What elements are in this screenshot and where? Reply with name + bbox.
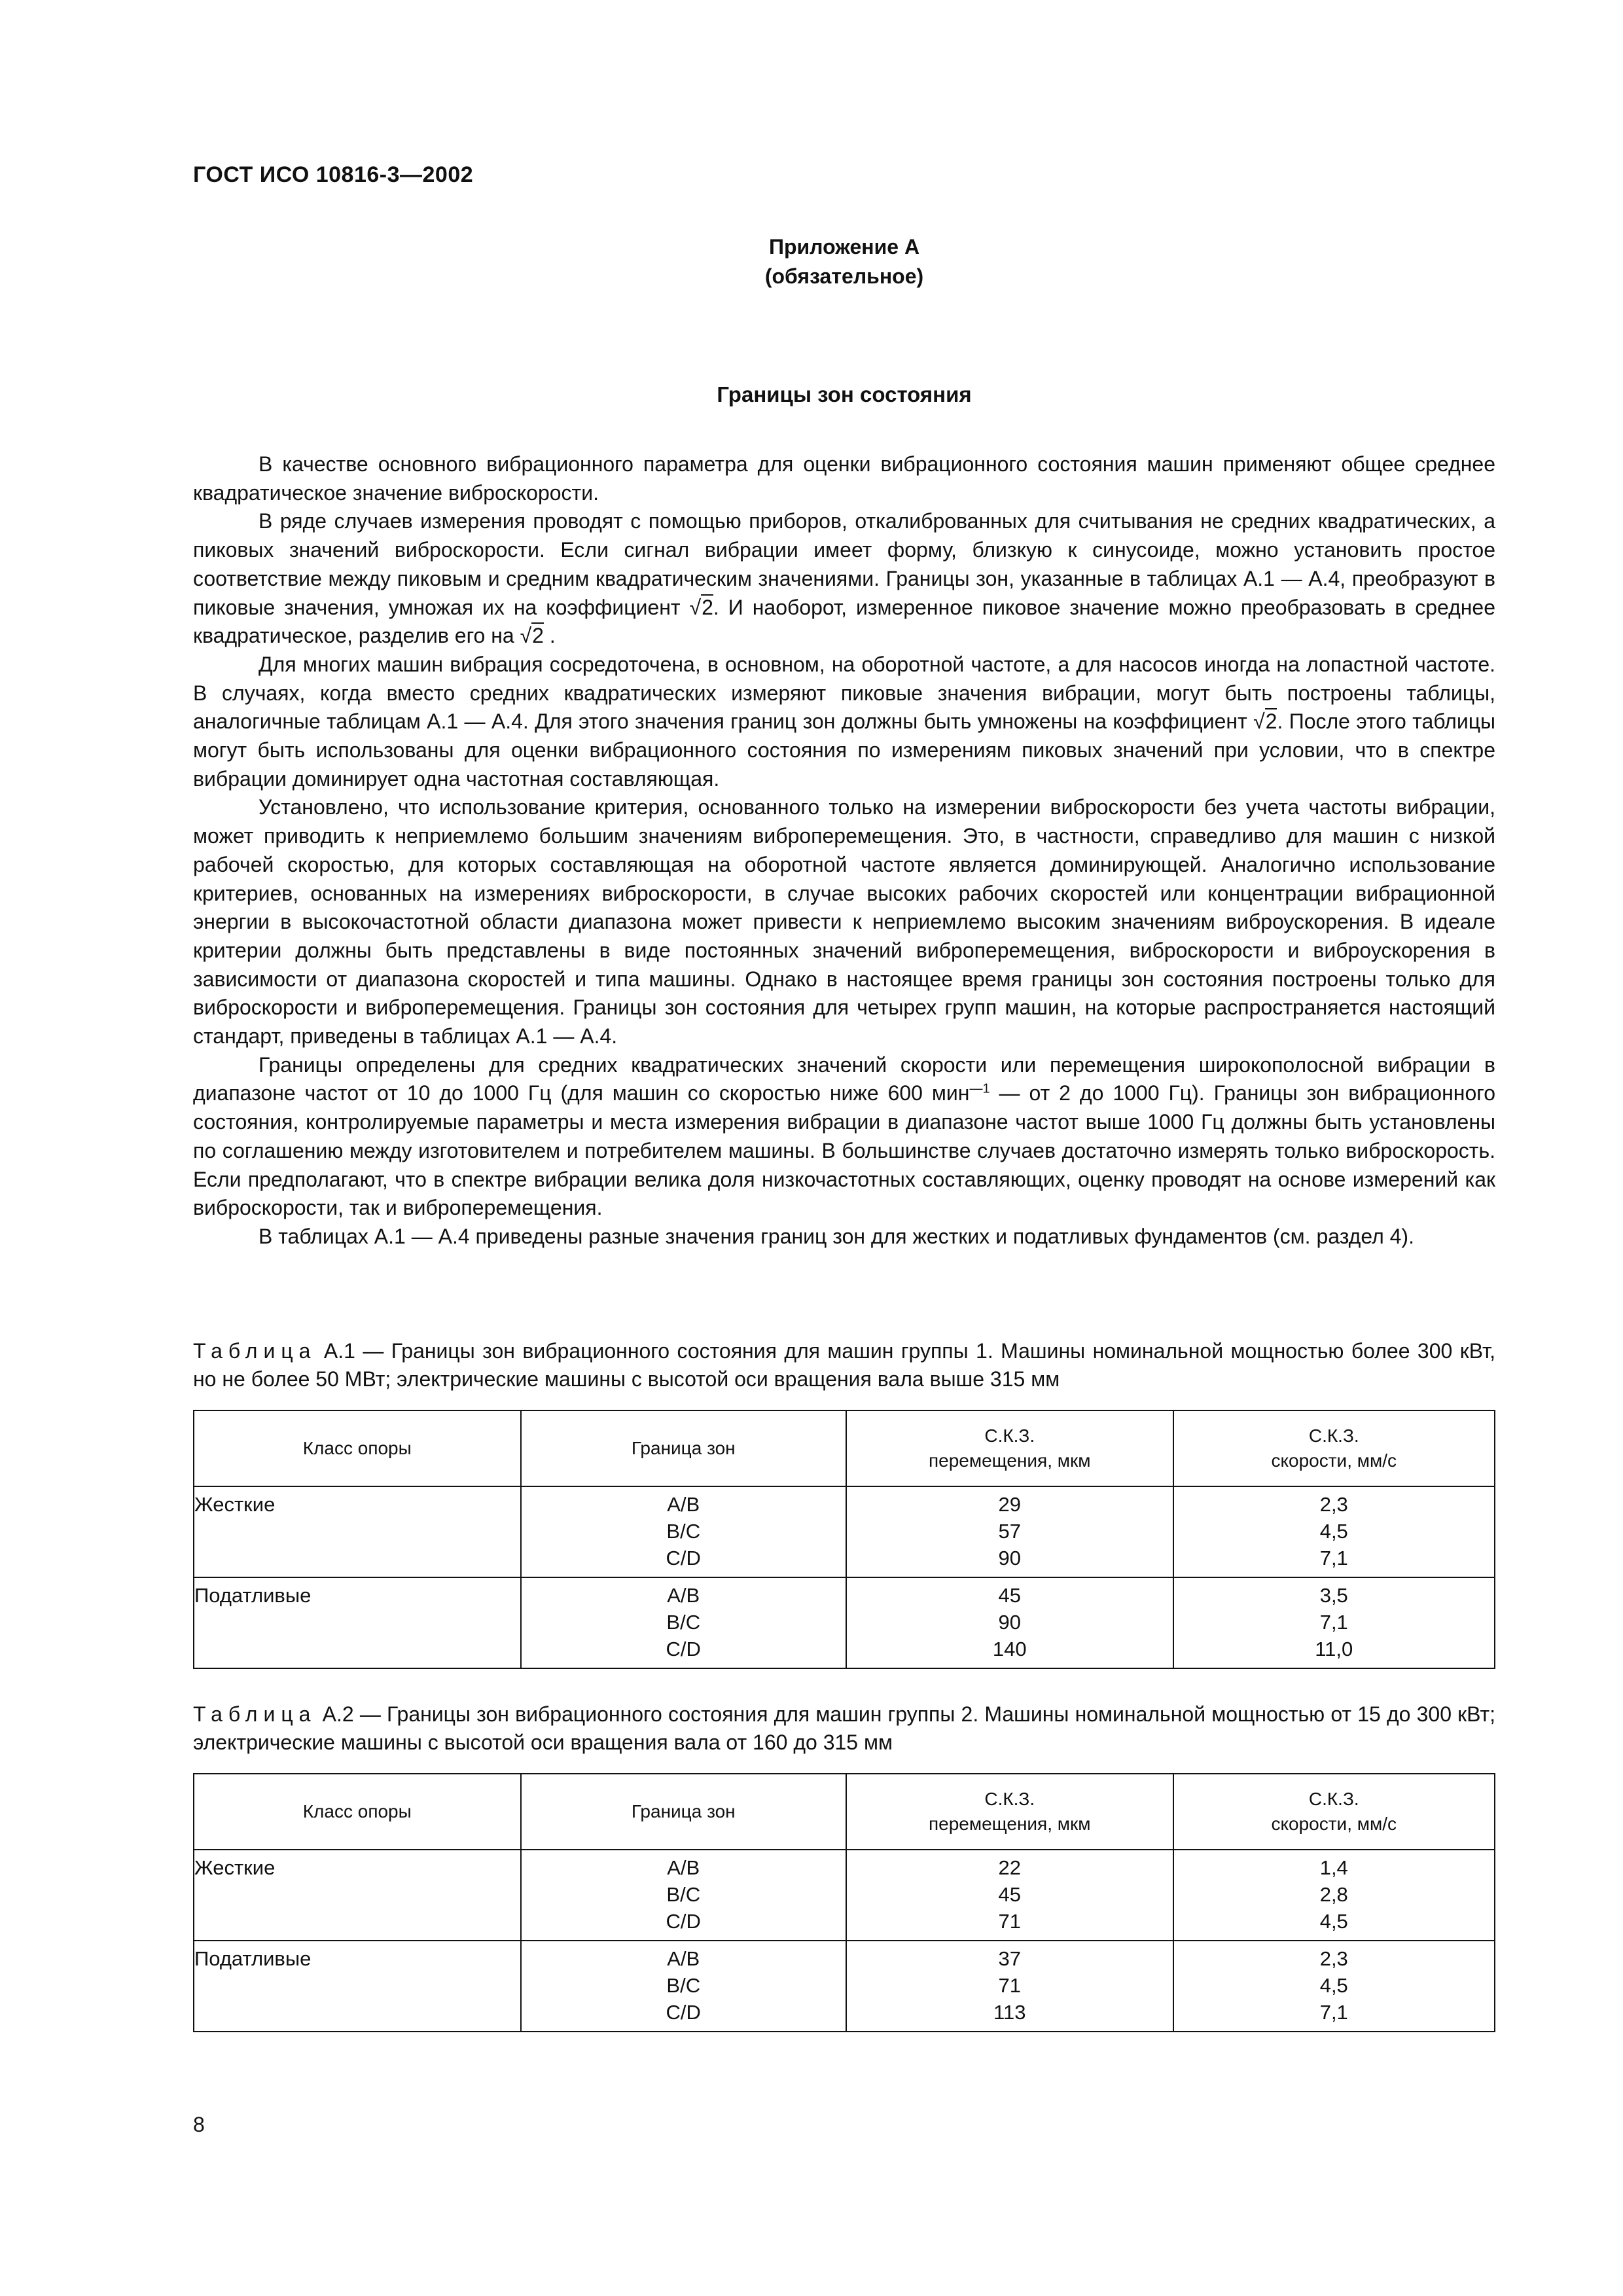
table-a1-caption [193,1337,1495,1393]
section-title: Границы зон состояния [717,382,972,406]
zone-cell [521,1850,846,1941]
zone-cell [521,1941,846,2032]
displacement-value: 57 [998,1520,1021,1543]
displacement-value: 22 [998,1856,1021,1879]
velocity-value: 2,3 [1319,1493,1348,1516]
appendix-title: Приложение А [768,235,920,259]
radical-sign: √ [520,624,532,648]
header-zone-boundary: Граница зон [521,1410,846,1486]
velocity-value: 7,1 [1319,1611,1348,1634]
displacement-cell [846,1486,1173,1577]
appendix-status: (обязательное) [764,264,924,288]
zone-value: C/D [666,1638,701,1660]
table-a2-caption-label: Таблица [193,1702,317,1726]
paragraph-6-text: В таблицах А.1 — А.4 приведены разные значения границ зон для жестких и податливых фундаментов (см. раздел 4). [259,1224,1414,1248]
standard-header: ГОСТ ИСО 10816-3—2002 [193,162,474,187]
header-displacement [846,1774,1173,1850]
velocity-cell [1173,1577,1495,1668]
support-class-cell: Жесткие [194,1850,521,1941]
velocity-value: 4,5 [1319,1520,1348,1543]
body-text [193,450,1495,1251]
zone-value: C/D [666,1910,701,1933]
displacement-value: 113 [993,2001,1026,2024]
velocity-value: 2,8 [1319,1883,1348,1906]
paragraph-5-text-a: Границы определены для средних квадратических значений скорости или перемещения широкополосной вибрации в диапазоне частот от 10 до 1000 Гц (для машин со скоростью ниже 600 мин [193,1052,1495,1105]
table-a2 [193,1773,1495,2032]
zone-value: A/B [667,1493,700,1516]
velocity-value: 7,1 [1319,1547,1348,1570]
paragraph-2-text-c: . [549,624,556,648]
paragraph-4-text: Установлено, что использование критерия, основанного только на измерении виброскорости без учета частоты вибрации, может приводить к неприемлемо большим значениям виброперемещения. Это, в частности, справедливо для машин с низкой рабочей скоростью, для которых составляющая на оборотной частоте является доминирующей. Аналогично использование критериев, основанных на измерениях виброскорости, в случае высоких рабочих скоростей или концентрации вибрационной энергии в высокочастотной области диапазона может привести к неприемлемо высоким значениям виброускорения. В идеале критерии должны быть представлены в виде постоянных значений виброперемещения, виброскорости и виброускорения в зависимости от диапазона скоростей и типа машины. Однако в настоящее время границы зон состояния построены только для виброскорости и виброперемещения. Границы зон состояния для четырех групп машин, на которые распространяется настоящий стандарт, приведены в таблицах А.1 — А.4. [193,795,1495,1049]
paragraph-1 [193,450,1495,507]
appendix-heading [193,232,1495,291]
table-a1 [193,1410,1495,1669]
header-velocity [1173,1774,1495,1850]
table-row [194,1850,1495,1941]
header-support-class: Класс опоры [194,1774,521,1850]
table-a2-caption [193,1700,1495,1757]
header-displacement-line1: С.К.З. [984,1789,1035,1809]
displacement-value: 45 [998,1584,1021,1607]
zone-value: B/C [666,1974,701,1997]
exponent: —1 [969,1081,990,1096]
paragraph-3-text-b: . После этого таблицы могут быть использованы для оценки вибрационного состояния по измерениям пиковых значений при условии, что в спектре вибрации доминирует одна частотная составляющая. [193,709,1496,791]
paragraph-1-text: В качестве основного вибрационного параметра для оценки вибрационного состояния машин применяют общее среднее квадратическое значение виброскорости. [193,452,1495,505]
paragraph-2-text-b: . И наоборот, измеренное пиковое значение можно преобразовать в среднее квадратическое, разделив его на [193,595,1496,648]
zone-value: C/D [666,1547,701,1570]
header-displacement [846,1410,1173,1486]
table-a2-caption-text: А.2 — Границы зон вибрационного состояния для машин группы 2. Машины номинальной мощностью от 15 до 300 кВт; электрические машины с высотой оси вращения вала от 160 до 315 мм [193,1702,1495,1754]
displacement-value: 90 [998,1547,1021,1570]
radicand: 2 [702,595,713,619]
header-displacement-line2: перемещения, мкм [928,1450,1091,1471]
velocity-cell [1173,1850,1495,1941]
zone-value: A/B [667,1947,700,1970]
paragraph-4 [193,793,1495,1050]
support-class-cell: Жесткие [194,1486,521,1577]
zone-cell [521,1577,846,1668]
velocity-value: 2,3 [1319,1947,1348,1970]
sqrt-symbol [1253,708,1277,733]
displacement-value: 45 [998,1883,1021,1906]
zone-value: C/D [666,2001,701,2024]
velocity-value: 1,4 [1319,1856,1348,1879]
radicand: 2 [1265,709,1277,734]
header-velocity-line2: скорости, мм/с [1271,1450,1397,1471]
displacement-cell [846,1850,1173,1941]
paragraph-6 [193,1223,1495,1251]
zone-value: A/B [667,1584,700,1607]
header-velocity-line1: С.К.З. [1308,1789,1359,1809]
velocity-value: 11,0 [1315,1638,1353,1660]
radical-sign: √ [1253,709,1265,734]
support-class-cell: Податливые [194,1941,521,2032]
displacement-value: 140 [992,1638,1027,1660]
support-class-cell: Податливые [194,1577,521,1668]
header-displacement-line2: перемещения, мкм [928,1814,1091,1834]
displacement-cell [846,1577,1173,1668]
velocity-cell [1173,1941,1495,2032]
displacement-value: 37 [998,1947,1021,1970]
table-a1-caption-text: А.1 — Границы зон вибрационного состояния для машин группы 1. Машины номинальной мощностью более 300 кВт, но не более 50 МВт; электрические машины с высотой оси вращения вала выше 315 мм [193,1339,1495,1391]
table-header-row [194,1410,1495,1486]
page-number: 8 [193,2113,205,2136]
displacement-value: 29 [998,1493,1021,1516]
table-row [194,1577,1495,1668]
header-velocity-line1: С.К.З. [1308,1426,1359,1446]
zone-value: B/C [666,1883,701,1906]
table-row [194,1486,1495,1577]
displacement-cell [846,1941,1173,2032]
table-a1-caption-label: Таблица [193,1339,317,1363]
displacement-value: 71 [998,1910,1021,1933]
velocity-value: 4,5 [1319,1974,1348,1997]
displacement-value: 90 [998,1611,1021,1634]
paragraph-2-text-a: В ряде случаев измерения проводят с помощью приборов, откалиброванных для считывания не средних квадратических, а пиковых значений виброскорости. Если сигнал вибрации имеет форму, близкую к синусоиде, можно установить простое соответствие между пиковым и средним квадратическим значениями. Границы зон, указанные в таблицах А.1 — А.4, преобразуют в пиковые значения, умножая их на коэффициент [193,509,1495,619]
header-zone-boundary: Граница зон [521,1774,846,1850]
header-support-class: Класс опоры [194,1410,521,1486]
velocity-cell [1173,1486,1495,1577]
paragraph-2 [193,507,1495,651]
displacement-value: 71 [998,1974,1021,1997]
sqrt-symbol [520,622,544,647]
radicand: 2 [532,624,544,648]
paragraph-3-text-a: Для многих машин вибрация сосредоточена, в основном, на оборотной частоте, а для насосов иногда на лопастной частоте. В случаях, когда вместо средних квадратических измеряют пиковые значения вибрации, могут быть построены таблицы, аналогичные таблицам А.1 — А.4. Для этого значения границ зон должны быть умножены на коэффициент [193,652,1495,734]
zone-value: B/C [666,1611,701,1634]
velocity-value: 7,1 [1319,2001,1348,2024]
paragraph-3 [193,651,1495,794]
velocity-value: 3,5 [1319,1584,1348,1607]
radical-sign: √ [689,595,702,619]
paragraph-5 [193,1051,1495,1223]
table-header-row [194,1774,1495,1850]
paragraph-5-text-b: — от 2 до 1000 Гц). Границы зон вибрационного состояния, контролируемые параметры и места измерения вибрации в диапазоне частот выше 1000 Гц должны быть установлены по соглашению между изготовителем и потребителем машины. В большинстве случаев достаточно измерять только виброскорость. Если предполагают, что в спектре вибрации велика доля низкочастотных составляющих, оценку проводят на основе измерений как виброскорости, так и виброперемещения. [193,1081,1496,1220]
velocity-value: 4,5 [1319,1910,1348,1933]
header-velocity-line2: скорости, мм/с [1271,1814,1397,1834]
sqrt-symbol [690,594,713,619]
header-velocity [1173,1410,1495,1486]
zone-value: B/C [666,1520,701,1543]
zone-cell [521,1486,846,1577]
header-displacement-line1: С.К.З. [984,1426,1035,1446]
zone-value: A/B [667,1856,700,1879]
table-row [194,1941,1495,2032]
